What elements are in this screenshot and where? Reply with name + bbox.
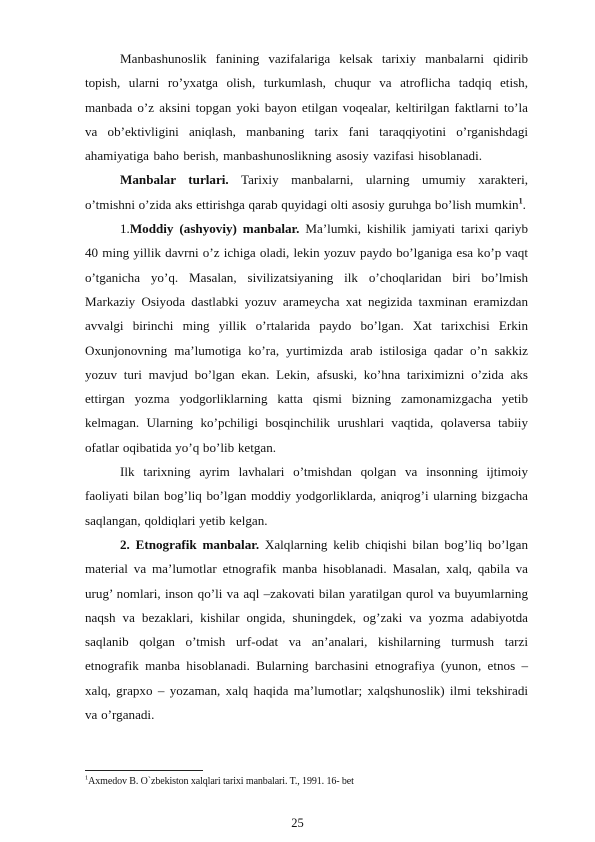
paragraph-material-sources [85, 217, 528, 460]
paragraph-source-types-tail: . [522, 196, 526, 212]
footnote-text: Axmedov B. O`zbekiston xalqlari tarixi manbalari. T., 1991. 16- bet [88, 776, 354, 787]
footnote-divider [85, 770, 203, 771]
paragraph-ethnographic-sources-text: Xalqlarning kelib chiqishi bilan bog’liq bo’lgan material va ma’lumotlar etnografik manba hisoblanadi. Masalan, xalq, qabila va urug’ nomlari, inson qo’li va aql –zakovati bilan yaratilgan qurol va buyumlarning naqsh va bezaklari, kishilar ongida, shuningdek, og’zaki va yozma adabiyotda saqlanib qolgan o’tmish urf-odat va an’analari, kishilarning turmush tarzi etnografik manba hisoblanadi. Bularning barchasini etnografiya (yunon, etnos – xalq, grapxo – yozaman, xalq haqida ma’lumotlar; xalqshunoslik) ilmi tekshiradi va o’rganadi. [85, 536, 528, 723]
paragraph-source-types [85, 168, 528, 217]
paragraph-ethnographic-sources [85, 533, 528, 727]
heading-material-sources: Moddiy (ashyoviy) manbalar. [129, 221, 300, 237]
paragraph-material-sources-text: Ma’lumki, kishilik jamiyati tarixi qariyb 40 ming yillik davrni o’z ichiga oladi, lekin yozuv paydo bo’lganiga esa ko’p vaqt o’tganicha yo’q. Masalan, sivilizatsiyaning ilk o’choqlaridan biri bo’lmish Markaziy Osiyoda dastlabki yozuv arameycha xat negizida taxminan eramizdan avvalgi birinchi ming yillik o’rtalarida paydo bo’lgan. Xat tarixchisi Erkin Oxunjonovning ma’lumotiga ko’ra, yurtimizda arab istilosiga qadar o’n sakkiz yozuv turi mavjud bo’lgan ekan. Lekin, afsuski, ko’hna tariximizni o’zida aks ettirgan yozma yodgorliklarning katta qismi bizning zamonamizgacha yetib kelmagan. Ularning ko’pchiligi bosqinchilik urushlari vaqtida, qolaversa tabiiy ofatlar oqibatida yo’q bo’lib ketgan. [85, 221, 528, 455]
footnote [85, 775, 528, 788]
page-number: 25 [291, 816, 304, 830]
list-number: 1. [120, 221, 130, 237]
heading-source-types: Manbalar turlari. [120, 172, 229, 188]
paragraph-tasks-text: Manbashunoslik fanining vazifalariga kelsak tarixiy manbalarni qidirib topish, ularni ro’yxatga olish, turkumlash, chuqur va atroflicha tadqiq etish, manbada o’z aksini topgan yoki bayon etilgan voqealar, keltirilgan faktlarni to’la va ob’ektivligini aniqlash, manbaning tarix fani taraqqiyotini o’rganishdagi ahamiyatiga baho berish, manbashunoslikning asosiy vazifasi hisoblanadi. [85, 51, 528, 164]
paragraph-early-history [85, 460, 528, 533]
heading-ethnographic-sources: 2. Etnografik manbalar. [120, 536, 260, 552]
footnote-marker: 1 [85, 774, 89, 782]
paragraph-source-types-text: Tarixiy manbalarni, ularning umumiy xarakteri, o’tmishni o’zida aks ettirishga qarab quyidagi olti asosiy guruhga bo’lish mumkin [85, 172, 529, 212]
paragraph-tasks [85, 47, 528, 168]
paragraph-early-history-text: Ilk tarixning ayrim lavhalari o’tmishdan qolgan va insonning ijtimoiy faoliyati bilan bog’liq bo’lgan moddiy yodgorliklarda, aniqrog’i ularning bizgacha saqlangan, qoldiqlari yetib kelgan. [85, 464, 528, 528]
body-text [85, 47, 528, 727]
footnote-reference[interactable]: 1 [518, 196, 523, 206]
